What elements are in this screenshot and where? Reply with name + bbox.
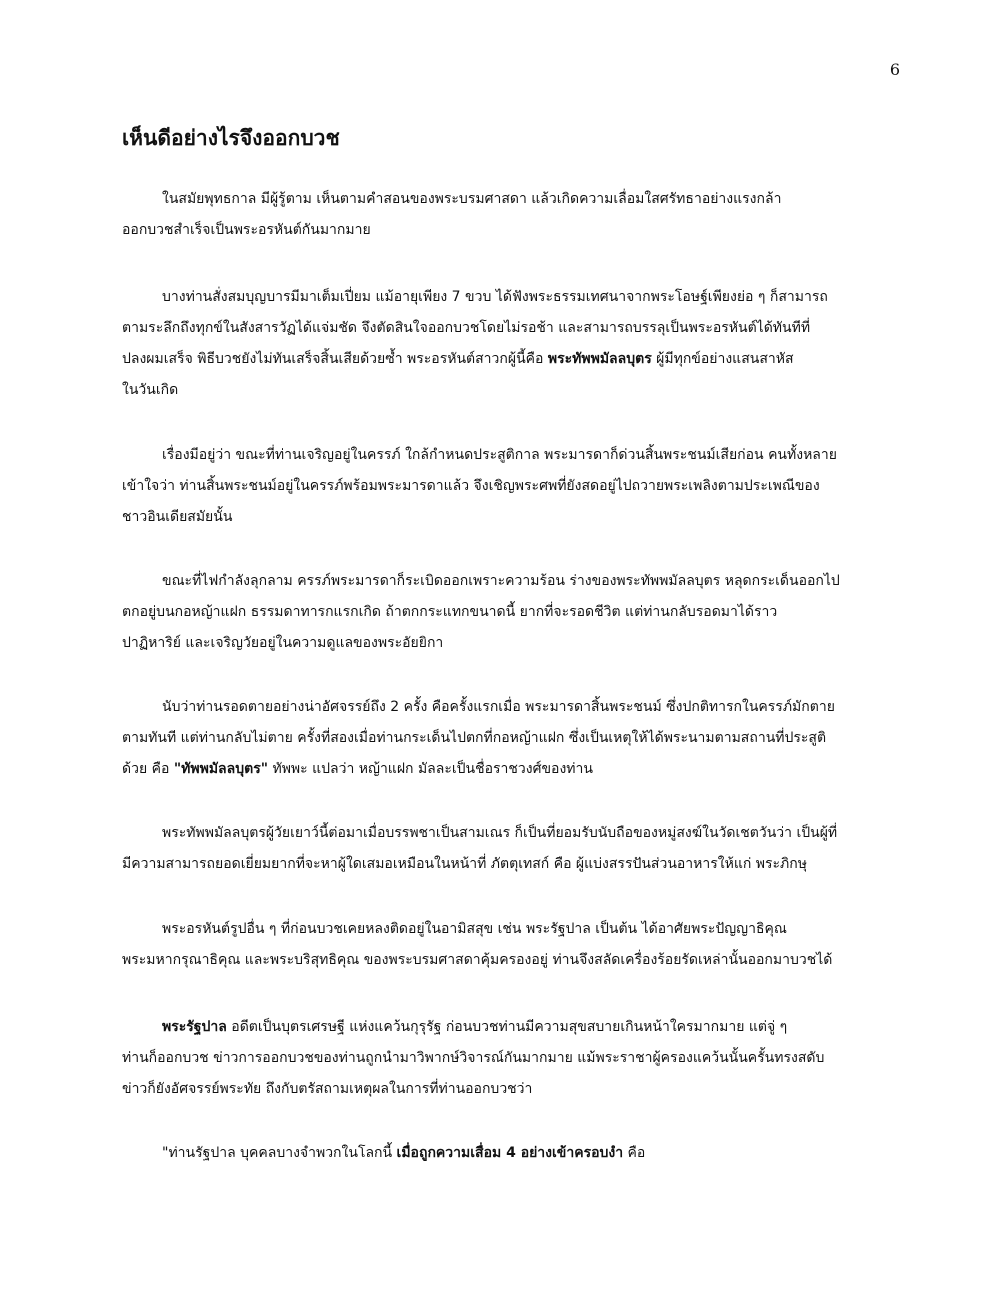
paragraph-5 (122, 692, 892, 785)
paragraph-line: พระทัพพมัลลบุตรผู้วัยเยาว์นี้ต่อมาเมื่อบรรพชาเป็นสามเณร ก็เป็นที่ยอมรับนับถือของหมู่สงฆ์ในวัดเชตวันว่า เป็นผู้ที่ (162, 825, 838, 841)
paragraph-line: ตามทันที แต่ท่านกลับไม่ตาย ครั้งที่สองเมื่อท่านกระเด็นไปตกที่กอหญ้าแฝก ซึ่งเป็นเหตุให้ได้พระนามตามสถานที่ประสูติ (122, 730, 827, 746)
paragraph-line: ออกบวชสำเร็จเป็นพระอรหันต์กันมากมาย (122, 222, 371, 238)
paragraph-9 (122, 1138, 892, 1169)
paragraph-line-with-bold (122, 754, 892, 785)
bold-phrase: เมื่อถูกความเสื่อม 4 อย่างเข้าครอบงำ (396, 1145, 624, 1161)
paragraph-line: มีความสามารถยอดเยี่ยมยากที่จะหาผู้ใดเสมอเหมือนในหน้าที่ ภัตตุเทสก์ คือ ผู้แบ่งสรรปันส่วนอาหารให้แก่ พระภิกษุ (122, 856, 807, 872)
paragraph-line: ขณะที่ไฟกำลังลุกลาม ครรภ์พระมารดาก็ระเบิดออกเพราะความร้อน ร่างของพระทัพพมัลลบุตร หลุดกระเด็นออกไป (162, 573, 840, 589)
text-run: ด้วย คือ (122, 761, 174, 777)
bold-name: พระรัฐปาล (162, 1019, 227, 1035)
paragraph-line: ปาฏิหาริย์ และเจริญวัยอยู่ในความดูแลของพระอัยยิกา (122, 635, 444, 651)
paragraph-line: ข่าวก็ยังอัศจรรย์พระทัย ถึงกับตรัสถามเหตุผลในการที่ท่านออกบวชว่า (122, 1081, 533, 1097)
paragraph-line-with-bold (122, 344, 892, 375)
paragraph-6 (122, 818, 892, 880)
paragraph-line-with-bold (122, 1012, 892, 1043)
text-run: "ท่านรัฐปาล บุคคลบางจำพวกในโลกนี้ (162, 1145, 397, 1161)
paragraph-line: ตกอยู่บนกอหญ้าแฝก ธรรมดาทารกแรกเกิด ถ้าตกกระแทกขนาดนี้ ยากที่จะรอดชีวิต แต่ท่านกลับรอดมาได้ราว (122, 604, 778, 620)
paragraph-line-with-bold (122, 1138, 892, 1169)
text-run: ปลงผมเสร็จ พิธีบวชยังไม่ทันเสร็จสิ้นเสียด้วยซ้ำ พระอรหันต์สาวกผู้นี้คือ (122, 351, 544, 367)
paragraph-8 (122, 1012, 892, 1105)
paragraph-line: ในวันเกิด (122, 382, 179, 398)
paragraph-line: ชาวอินเดียสมัยนั้น (122, 509, 233, 525)
paragraph-7 (122, 914, 892, 976)
paragraph-line: นับว่าท่านรอดตายอย่างน่าอัศจรรย์ถึง 2 ครั้ง คือครั้งแรกเมื่อ พระมารดาสิ้นพระชนม์ ซึ่งปกติทารกในครรภ์มักตาย (162, 699, 835, 715)
paragraph-4 (122, 566, 892, 659)
section-heading: เห็นดีอย่างไรจึงออกบวช (122, 126, 340, 150)
paragraph-1 (122, 184, 892, 246)
text-run: อดีตเป็นบุตรเศรษฐี แห่งแคว้นกุรุรัฐ ก่อนบวชท่านมีความสุขสบายเกินหน้าใครมากมาย แต่จู่ ๆ (226, 1019, 788, 1035)
text-run: ทัพพะ แปลว่า หญ้าแฝก มัลละเป็นชื่อราชวงศ์ของท่าน (268, 761, 593, 777)
bold-name: พระทัพพมัลลบุตร (547, 351, 652, 367)
paragraph-line: เรื่องมีอยู่ว่า ขณะที่ท่านเจริญอยู่ในครรภ์ ใกล้กำหนดประสูติกาล พระมารดาก็ด่วนสิ้นพระชนม์เสียก่อน คนทั้งหลาย (162, 447, 837, 463)
paragraph-line: พระอรหันต์รูปอื่น ๆ ที่ก่อนบวชเคยหลงติดอยู่ในอามิสสุข เช่น พระรัฐปาล เป็นต้น ได้อาศัยพระปัญญาธิคุณ (162, 921, 787, 937)
text-run: คือ (623, 1145, 646, 1161)
paragraph-line: ตามระลึกถึงทุกข์ในสังสารวัฏได้แจ่มชัด จึงตัดสินใจออกบวชโดยไม่รอช้า และสามารถบรรลุเป็นพระอรหันต์ได้ทันทีที่ (122, 320, 811, 336)
paragraph-line: เข้าใจว่า ท่านสิ้นพระชนม์อยู่ในครรภ์พร้อมพระมารดาแล้ว จึงเชิญพระศพที่ยังสดอยู่ไปถวายพระเพลิงตามประเพณีของ (122, 478, 820, 494)
bold-name: "ทัพพมัลลบุตร" (173, 761, 269, 777)
paragraph-3 (122, 440, 892, 533)
paragraph-line: ในสมัยพุทธกาล มีผู้รู้ตาม เห็นตามคำสอนของพระบรมศาสดา แล้วเกิดความเลื่อมใสศรัทธาอย่างแรงกล้า (162, 191, 782, 207)
paragraph-line: พระมหากรุณาธิคุณ และพระบริสุทธิคุณ ของพระบรมศาสดาคุ้มครองอยู่ ท่านจึงสลัดเครื่องร้อยรัดเหล่านั้นออกมาบวชได้ (122, 952, 833, 968)
page-number: 6 (889, 60, 900, 79)
text-run: ผู้มีทุกข์อย่างแสนสาหัส (651, 351, 794, 367)
paragraph-line: บางท่านสั่งสมบุญบารมีมาเต็มเปี่ยม แม้อายุเพียง 7 ขวบ ได้ฟังพระธรรมเทศนาจากพระโอษฐ์เพียงย่อ ๆ ก็สามารถ (162, 289, 828, 305)
paragraph-2 (122, 282, 892, 406)
paragraph-line: ท่านก็ออกบวช ข่าวการออกบวชของท่านถูกนำมาวิพากษ์วิจารณ์กันมากมาย แม้พระราชาผู้ครองแคว้นนั้นครั้นทรงสดับ (122, 1050, 825, 1066)
